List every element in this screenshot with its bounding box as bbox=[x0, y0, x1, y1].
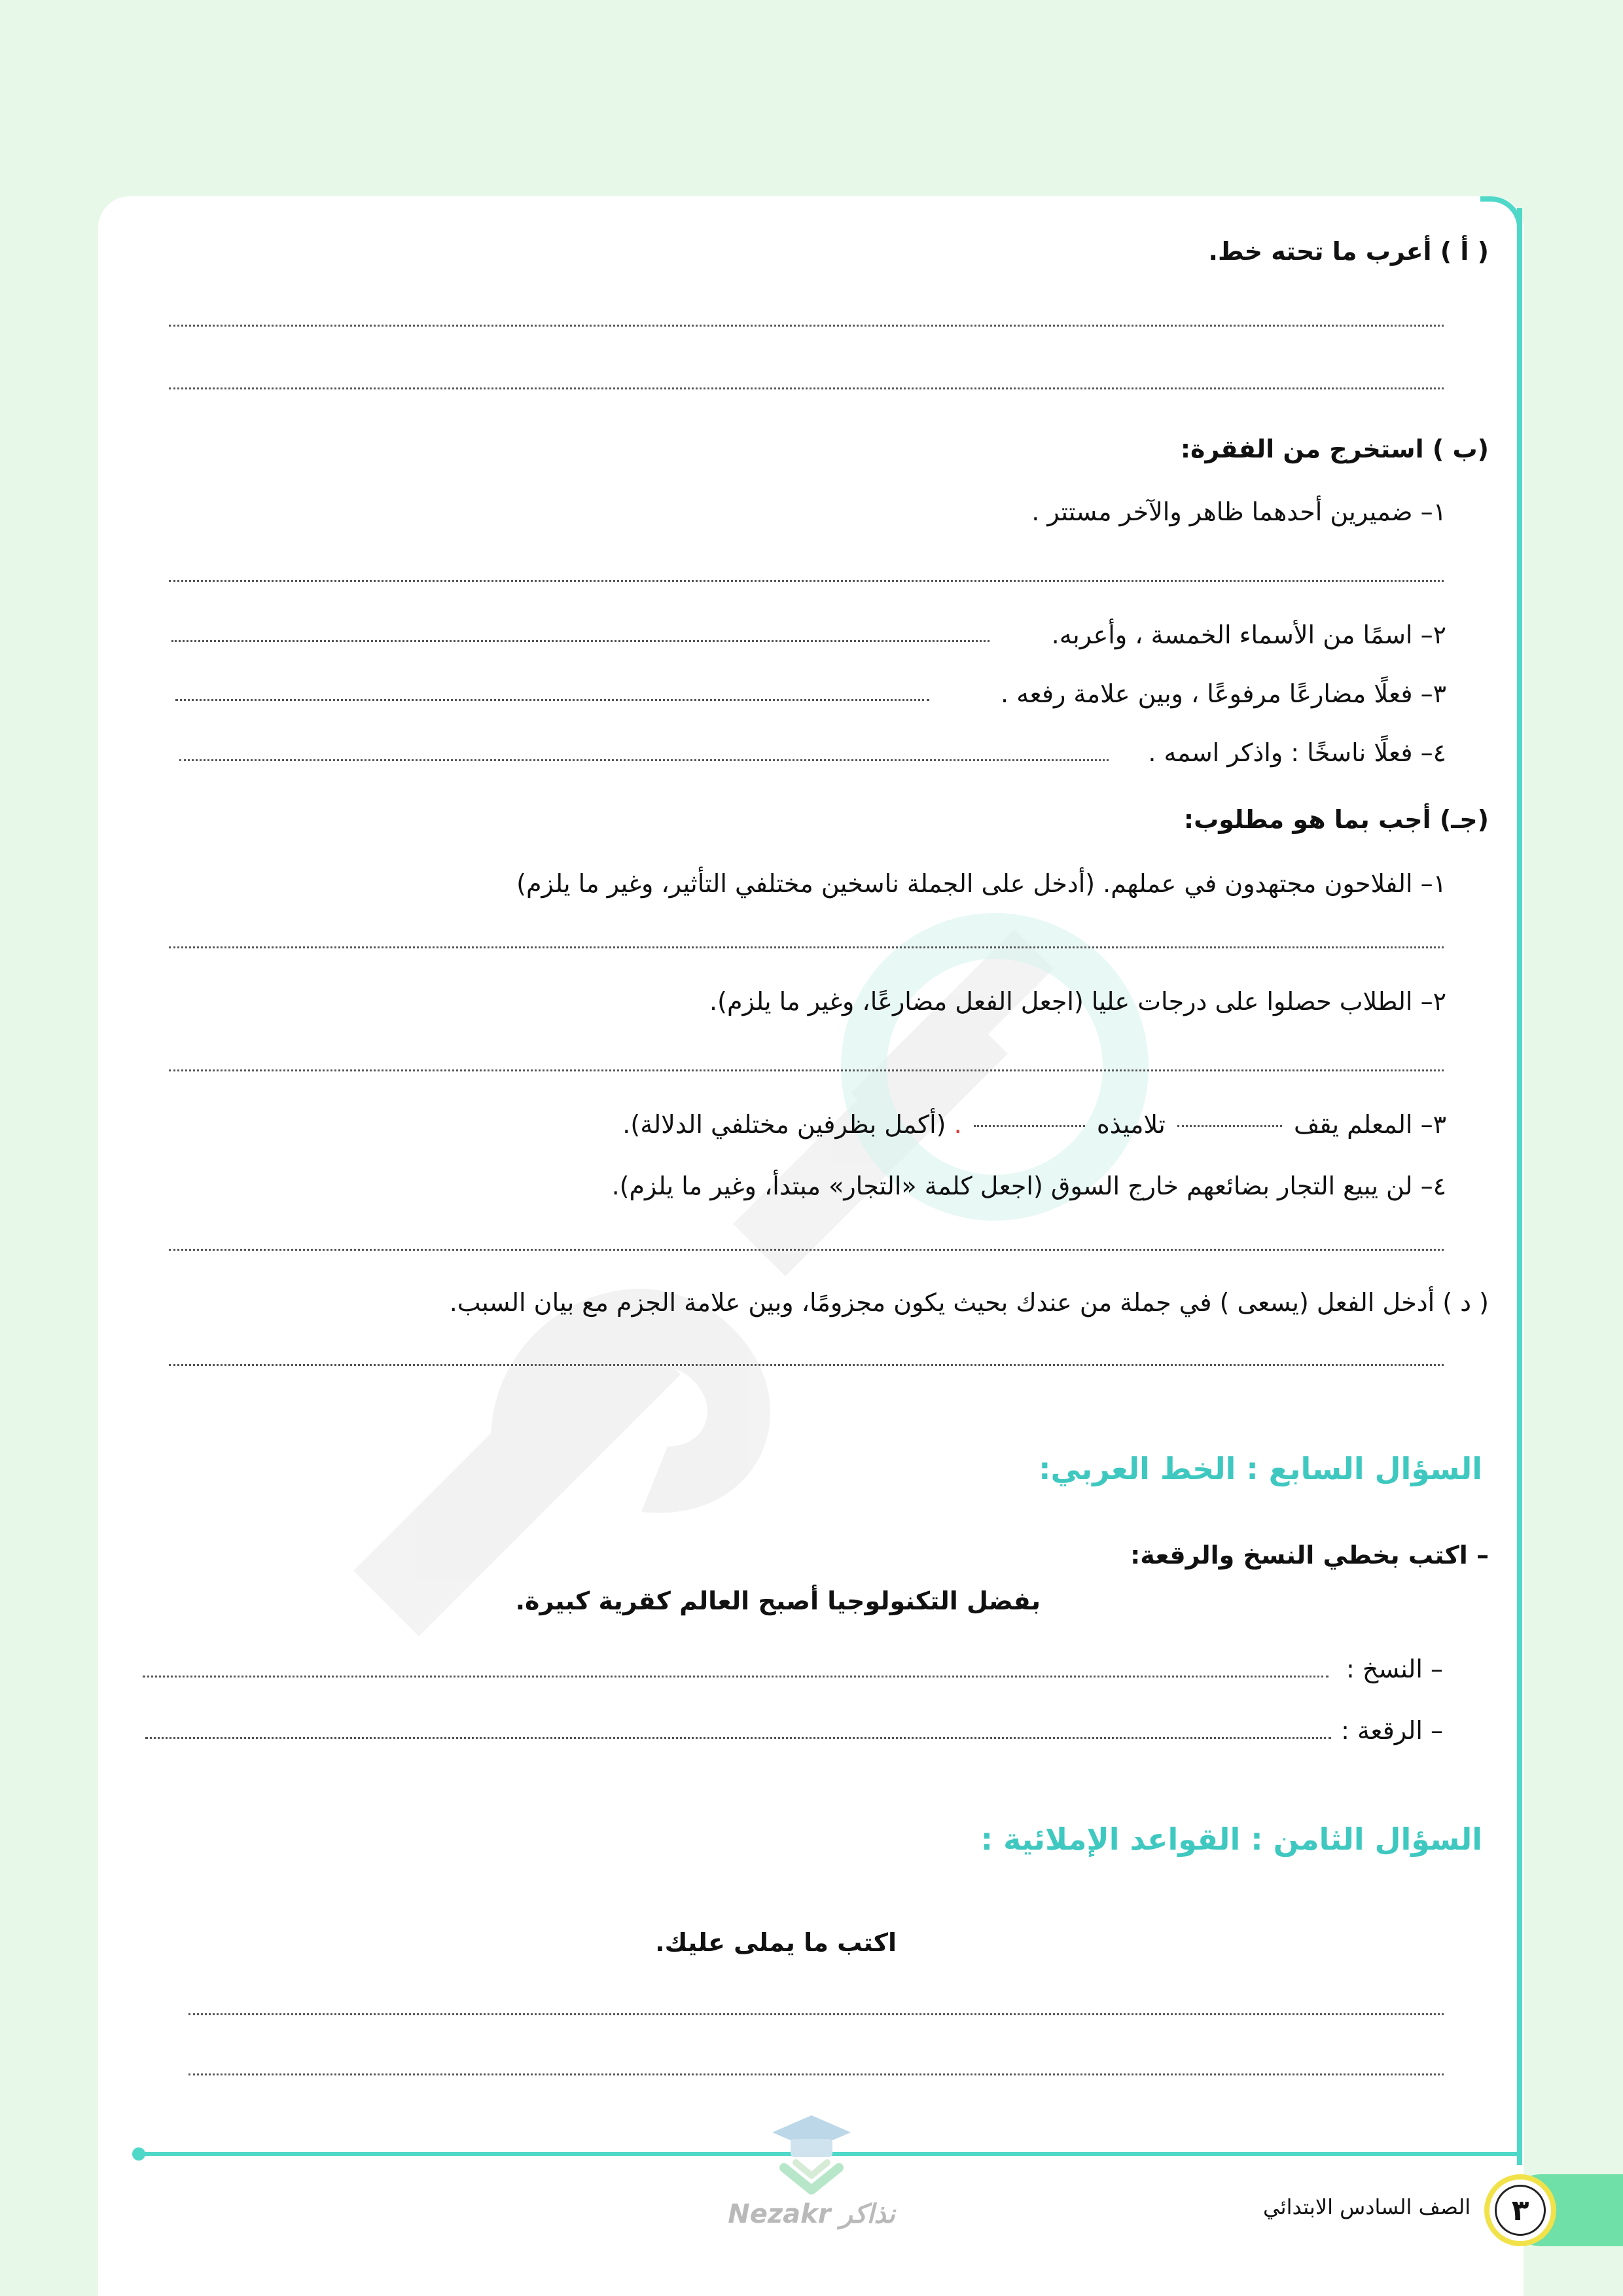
q8-heading: السؤال الثامن : القواعد الإملائية : bbox=[980, 1821, 1482, 1857]
graduation-cap-icon bbox=[707, 2108, 916, 2199]
q7-instruction: – اكتب بخطي النسخ والرقعة: bbox=[1130, 1541, 1489, 1570]
page-number: ٣ bbox=[1495, 2185, 1546, 2236]
part-b-item-3: ٣– فعلًا مضارعًا مرفوعًا ، وبين علامة رفعه . bbox=[1000, 679, 1446, 708]
dictation-line[interactable] bbox=[188, 2073, 1444, 2075]
part-c-item-3-start: ٣– المعلم يقف bbox=[1293, 1110, 1446, 1139]
naskh-answer-line[interactable] bbox=[143, 1676, 1329, 1677]
card-right-border bbox=[1517, 208, 1522, 2165]
q7-sentence: بفضل التكنولوجيا أصبح العالم كقرية كبيرة. bbox=[515, 1587, 1041, 1615]
answer-line[interactable] bbox=[175, 699, 929, 701]
part-c-item-3-instruction: (أكمل بظرفين مختلفي الدلالة). bbox=[622, 1110, 946, 1139]
answer-line[interactable] bbox=[169, 387, 1444, 389]
nezakr-logo bbox=[707, 2108, 916, 2251]
q7-heading: السؤال السابع : الخط العربي: bbox=[1039, 1451, 1482, 1486]
q8-instruction: اكتب ما يملى عليك. bbox=[655, 1928, 897, 1957]
ruqaa-answer-line[interactable] bbox=[145, 1737, 1331, 1739]
part-c-item-2: ٢– الطلاب حصلوا على درجات عليا (اجعل الفعل مضارعًا، وغير ما يلزم). bbox=[709, 987, 1446, 1016]
answer-line[interactable] bbox=[171, 640, 990, 642]
blank-2[interactable] bbox=[974, 1125, 1085, 1127]
naskh-label: – النسخ : bbox=[1346, 1655, 1443, 1683]
answer-line[interactable] bbox=[169, 1249, 1444, 1251]
part-c-item-4: ٤– لن يبيع التجار بضائعهم خارج السوق (اجعل كلمة «التجار» مبتدأ، وغير ما يلزم). bbox=[611, 1172, 1446, 1200]
answer-line[interactable] bbox=[169, 325, 1444, 327]
grade-label: الصف السادس الابتدائي bbox=[1263, 2195, 1471, 2219]
part-c-item-3 bbox=[622, 1109, 1446, 1140]
footer-rule-dot bbox=[132, 2147, 145, 2161]
part-c-item-1: ١– الفلاحون مجتهدون في عملهم. (أدخل على الجملة ناسخين مختلفي التأثير، وغير ما يلزم) bbox=[516, 869, 1446, 898]
part-b-item-1: ١– ضميرين أحدهما ظاهر والآخر مستتر . bbox=[1031, 497, 1446, 526]
answer-line[interactable] bbox=[169, 580, 1444, 582]
logo-text: Nezakr نذاكر bbox=[728, 2199, 895, 2229]
part-b-item-2: ٢– اسمًا من الأسماء الخمسة ، وأعربه. bbox=[1051, 620, 1446, 649]
answer-line[interactable] bbox=[169, 1364, 1444, 1366]
part-c-item-3-middle: تلاميذه bbox=[1096, 1110, 1166, 1139]
answer-line[interactable] bbox=[169, 1069, 1444, 1071]
answer-line[interactable] bbox=[169, 946, 1444, 948]
part-b-item-4: ٤– فعلًا ناسخًا : واذكر اسمه . bbox=[1148, 738, 1446, 767]
card-corner-border bbox=[1480, 196, 1522, 238]
dictation-line[interactable] bbox=[188, 2013, 1444, 2015]
answer-line[interactable] bbox=[179, 759, 1109, 761]
part-a-title: ( أ ) أعرب ما تحته خط. bbox=[1208, 237, 1489, 266]
part-b-title: (ب ) استخرج من الفقرة: bbox=[1180, 435, 1489, 463]
part-d-text: ( د ) أدخل الفعل (يسعى ) في جملة من عندك بحيث يكون مجزومًا، وبين علامة الجزم مع بيان السبب. bbox=[449, 1288, 1489, 1317]
blank-1[interactable] bbox=[1177, 1125, 1282, 1127]
page-number-badge bbox=[1484, 2174, 1556, 2246]
red-dot: . bbox=[954, 1110, 962, 1139]
part-c-title: (جـ) أجب بما هو مطلوب: bbox=[1183, 805, 1489, 834]
ruqaa-label: – الرقعة : bbox=[1341, 1716, 1443, 1745]
